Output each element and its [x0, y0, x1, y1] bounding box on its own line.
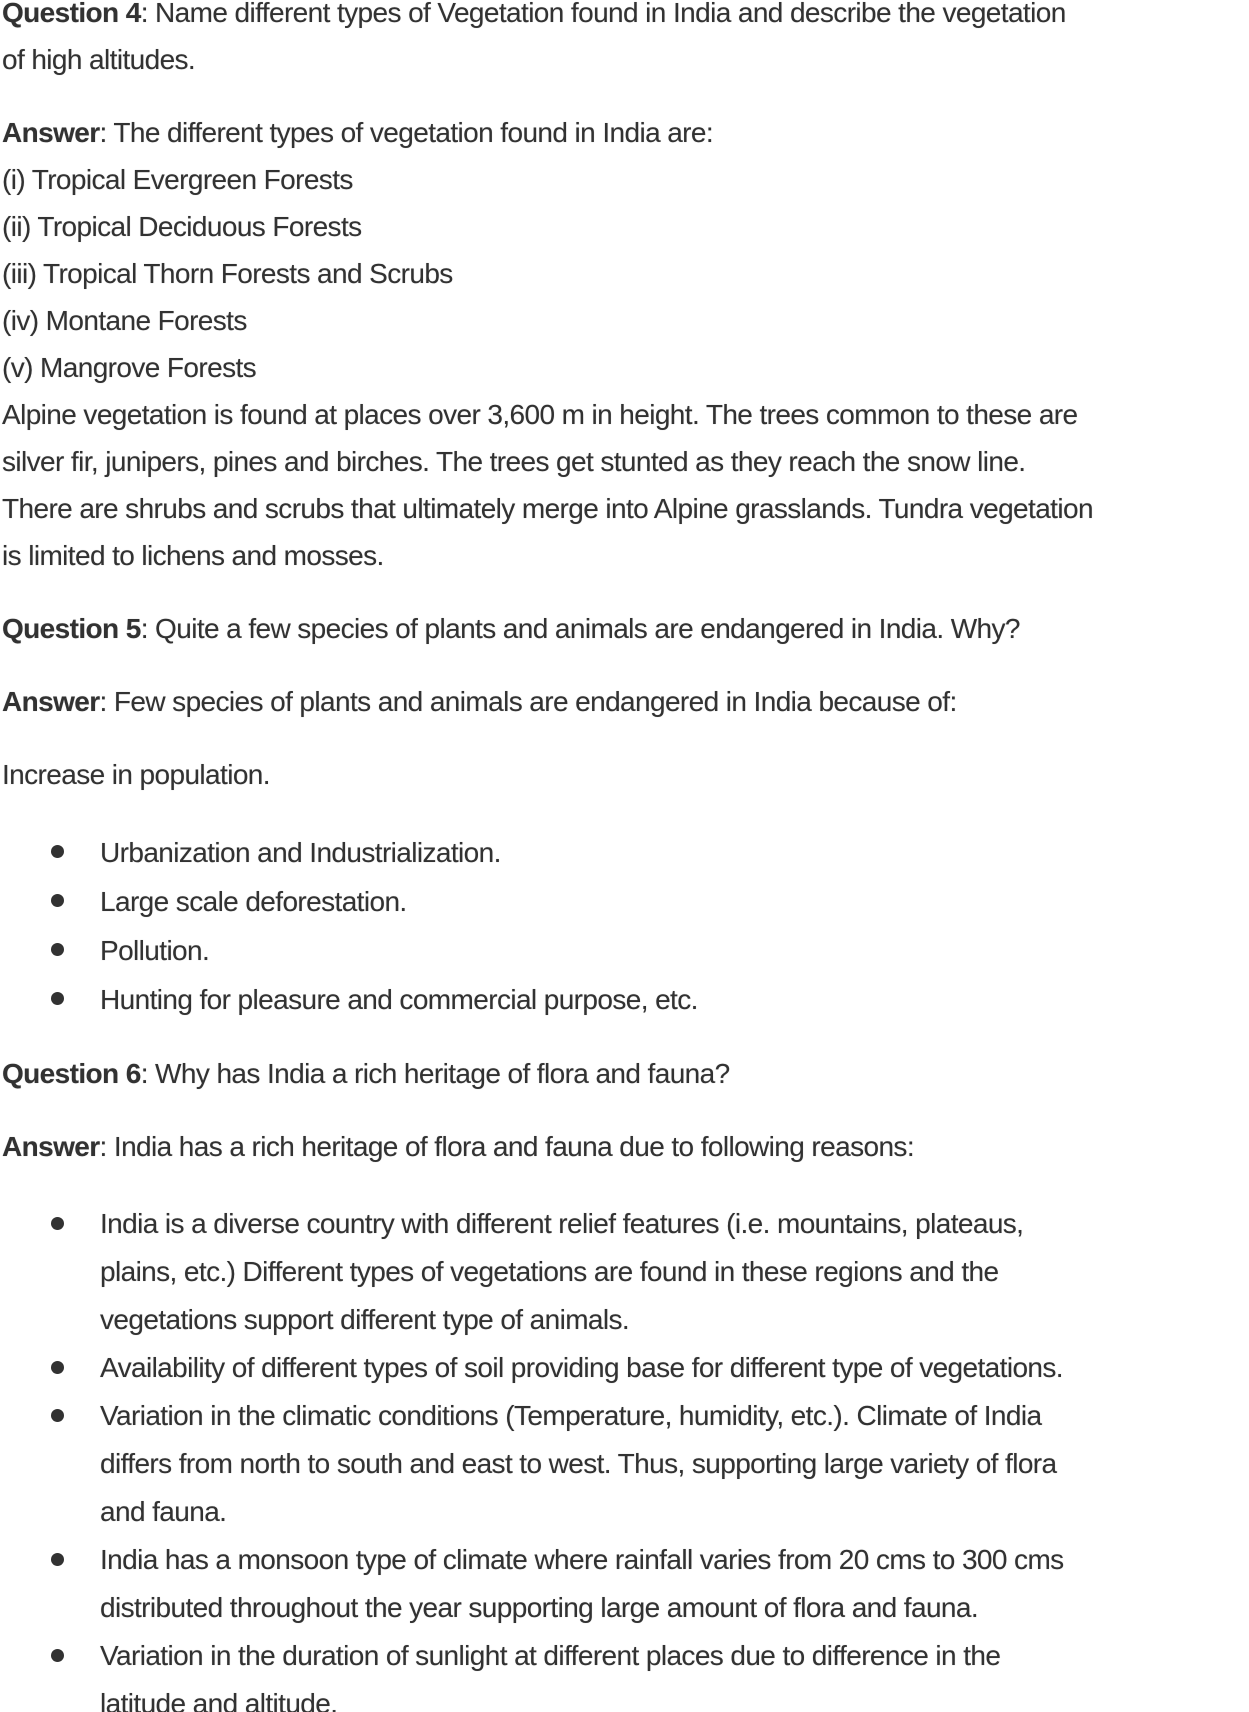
vegetation-type-item: (ii) Tropical Deciduous Forests	[2, 211, 362, 242]
answer-4-label: Answer	[2, 117, 100, 148]
alpine-text-line: There are shrubs and scrubs that ultimately merge into Alpine grasslands. Tundra vegetation	[2, 493, 1093, 524]
list-item-text: Availability of different types of soil providing base for different type of vegetations.	[100, 1352, 1063, 1383]
bullet-icon	[51, 894, 64, 907]
increase-population-text: Increase in population.	[2, 759, 270, 790]
question-6-text: : Why has India a rich heritage of flora and fauna?	[140, 1058, 730, 1089]
answer-6-text: : India has a rich heritage of flora and fauna due to following reasons:	[99, 1131, 915, 1162]
question-5-paragraph	[2, 605, 1249, 652]
answer-5-line	[2, 678, 1249, 725]
question-6-line	[2, 1050, 1249, 1097]
bullet-icon	[51, 1361, 64, 1374]
list-item	[2, 1392, 1249, 1536]
bullet-icon	[51, 1217, 64, 1230]
answer-6-label: Answer	[2, 1131, 100, 1162]
list-item	[2, 1200, 1249, 1344]
vegetation-type-item: (v) Mangrove Forests	[2, 352, 257, 383]
list-item-text: India has a monsoon type of climate where rainfall varies from 20 cms to 300 cms	[100, 1544, 1064, 1575]
list-item-text: Variation in the climatic conditions (Temperature, humidity, etc.). Climate of India	[100, 1400, 1042, 1431]
question-4-paragraph	[2, 0, 1249, 83]
alpine-text-line: silver fir, junipers, pines and birches. The trees get stunted as they reach the snow line.	[2, 446, 1026, 477]
list-item-text: plains, etc.) Different types of vegetations are found in these regions and the	[100, 1256, 999, 1287]
list-item-text: Pollution.	[100, 935, 210, 966]
increase-population-paragraph	[2, 751, 1249, 798]
bullet-icon	[51, 845, 64, 858]
list-item	[2, 1536, 1249, 1632]
list-item	[2, 926, 1249, 975]
list-item-text: Hunting for pleasure and commercial purpose, etc.	[100, 984, 698, 1015]
bullet-icon	[51, 992, 64, 1005]
list-item	[2, 877, 1249, 926]
alpine-text-line: is limited to lichens and mosses.	[2, 540, 384, 571]
question-6-label: Question 6	[2, 1058, 141, 1089]
list-item-text: Urbanization and Industrialization.	[100, 837, 501, 868]
list-item-text: Large scale deforestation.	[100, 886, 407, 917]
answer-5-label: Answer	[2, 686, 100, 717]
question-4-text: : Name different types of Vegetation found in India and describe the vegetation	[140, 0, 1066, 28]
heritage-reasons-list	[2, 1200, 1249, 1712]
list-item-text: Variation in the duration of sunlight at different places due to difference in the	[100, 1640, 1001, 1671]
answer-5-paragraph	[2, 678, 1249, 725]
bullet-icon	[51, 1553, 64, 1566]
list-item	[2, 975, 1249, 1024]
answer-5-text: : Few species of plants and animals are endangered in India because of:	[99, 686, 957, 717]
list-item-text: differs from north to south and east to west. Thus, supporting large variety of flora	[100, 1448, 1057, 1479]
bullet-icon	[51, 1409, 64, 1422]
vegetation-type-item: (i) Tropical Evergreen Forests	[2, 164, 353, 195]
alpine-text-line: Alpine vegetation is found at places over 3,600 m in height. The trees common to these are	[2, 399, 1078, 430]
question-4-text-line: of high altitudes.	[2, 44, 196, 75]
question-5-line	[2, 605, 1249, 652]
answer-6-line	[2, 1123, 1249, 1170]
question-6-paragraph	[2, 1050, 1249, 1097]
list-item-text: and fauna.	[100, 1496, 227, 1527]
list-item	[2, 1632, 1249, 1712]
answer-4-paragraph	[2, 109, 1249, 579]
question-4-line	[2, 0, 1249, 36]
list-item-text: latitude and altitude.	[100, 1688, 338, 1712]
vegetation-type-item: (iv) Montane Forests	[2, 305, 247, 336]
bullet-icon	[51, 943, 64, 956]
list-item-text: India is a diverse country with different relief features (i.e. mountains, plateaus,	[100, 1208, 1024, 1239]
list-item-text: distributed throughout the year supporting large amount of flora and fauna.	[100, 1592, 979, 1623]
list-item	[2, 828, 1249, 877]
list-item-text: vegetations support different type of animals.	[100, 1304, 630, 1335]
question-5-label: Question 5	[2, 613, 141, 644]
list-item	[2, 1344, 1249, 1392]
bullet-icon	[51, 1649, 64, 1662]
endangered-reasons-list	[2, 828, 1249, 1024]
answer-4-text: : The different types of vegetation found in India are:	[99, 117, 714, 148]
answer-4-line	[2, 109, 1249, 156]
question-5-text: : Quite a few species of plants and animals are endangered in India. Why?	[140, 613, 1020, 644]
answer-6-paragraph	[2, 1123, 1249, 1170]
question-4-label: Question 4	[2, 0, 141, 28]
vegetation-type-item: (iii) Tropical Thorn Forests and Scrubs	[2, 258, 453, 289]
